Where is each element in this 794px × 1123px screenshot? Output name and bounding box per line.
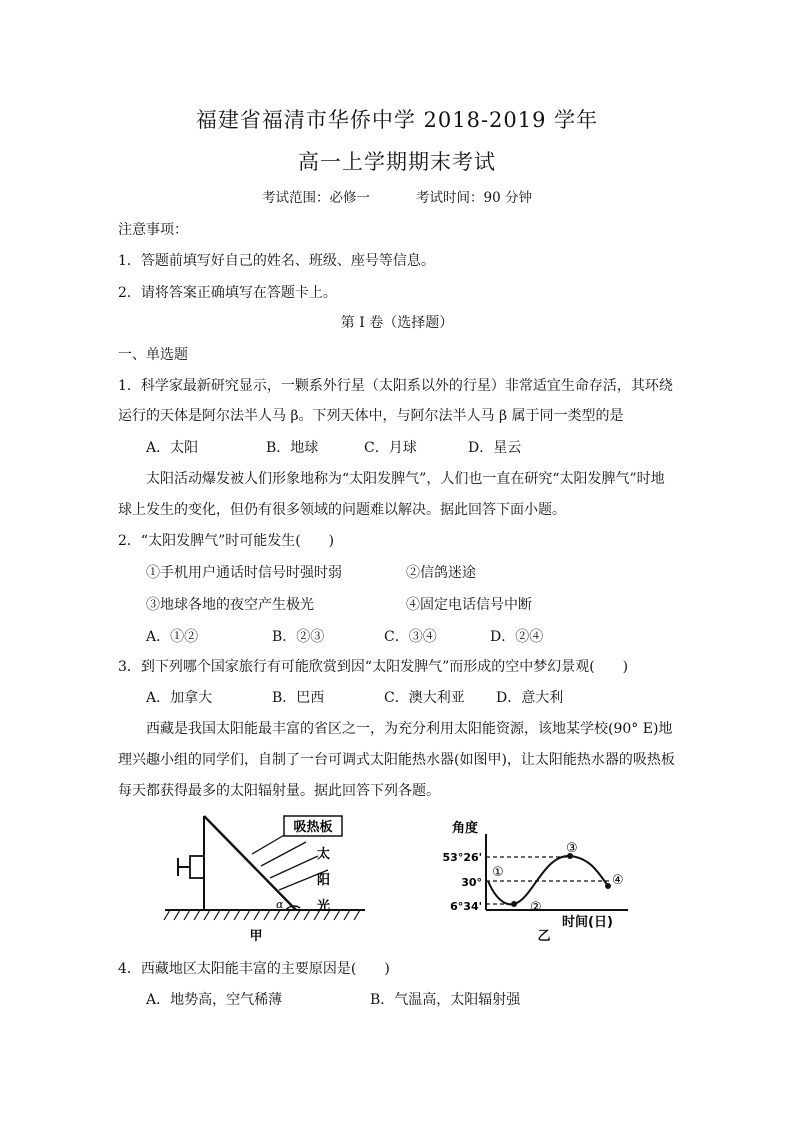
figure-a-caption: 甲 <box>249 929 263 944</box>
q2-item: ④固定电话信号中断 <box>406 597 532 613</box>
sun-char: 太 <box>317 847 331 862</box>
y-tick-label: 53°26' <box>442 851 482 864</box>
q4-option-a: A．地势高，空气稀薄 <box>146 992 283 1008</box>
notes-heading: 注意事项： <box>118 222 188 238</box>
section-title: 第 I 卷（选择题） <box>340 315 454 331</box>
sun-char: 阳 <box>317 873 331 888</box>
q1-stem-line: 1．科学家最新研究显示，一颗系外行星（太阳系以外的行星）非常适宜生命存活，其环绕 <box>118 378 673 394</box>
ground-hatching <box>164 910 360 920</box>
curve-point <box>605 883 611 889</box>
q3-option-c: C．澳大利亚 <box>384 690 465 706</box>
x-axis-label: 时间(日) <box>562 915 613 930</box>
q2-item: ②信鸽迷途 <box>406 565 476 581</box>
figure-solar-heater <box>160 812 380 947</box>
passage-line: 每天都获得最多的太阳辐射量。据此回答下列各题。 <box>118 783 440 799</box>
q2-option-a: A．①② <box>146 629 199 645</box>
curve-marker: ④ <box>612 873 624 888</box>
y-axis-label: 角度 <box>452 821 479 836</box>
y-tick-label: 30° <box>461 876 482 889</box>
figure-b-caption: 乙 <box>537 929 551 942</box>
q1-option-a: A．太阳 <box>146 440 199 456</box>
board-label: 吸热板 <box>293 820 333 835</box>
q1-stem-line: 运行的天体是阿尔法半人马 β。下列天体中，与阿尔法半人马 β 属于同一类型的是 <box>118 408 624 424</box>
note-item: 2．请将答案正确填写在答题卡上。 <box>118 285 337 301</box>
curve-marker: ① <box>492 865 504 880</box>
passage-line: 西藏是我国太阳能最丰富的省区之一，为充分利用太阳能资源，该地某学校(90° E)地 <box>146 721 673 737</box>
absorber-board <box>204 816 296 910</box>
q2-item: ③地球各地的夜空产生极光 <box>146 597 314 613</box>
passage-line: 理兴趣小组的同学们，自制了一台可调式太阳能热水器(如图甲)，让太阳能热水器的吸热板 <box>118 752 675 768</box>
figure-angle-chart <box>432 814 652 942</box>
exam-subtitle: 高一上学期期末考试 <box>298 150 496 174</box>
q1-option-b: B．地球 <box>266 440 319 456</box>
angle-curve <box>488 856 608 904</box>
q2-item: ①手机用户通话时信号时强时弱 <box>146 565 342 581</box>
curve-point <box>511 901 517 907</box>
q2-option-b: B．②③ <box>272 629 325 645</box>
curve-marker: ② <box>530 900 542 915</box>
q3-option-a: A．加拿大 <box>146 690 213 706</box>
sun-char: 光 <box>317 899 331 914</box>
q2-option-d: D．②④ <box>490 629 544 645</box>
exam-time: 考试时间：90 分钟 <box>416 190 532 206</box>
y-tick-label: 6°34' <box>450 900 482 913</box>
q3-option-b: B．巴西 <box>272 690 325 706</box>
q3-option-d: D．意大利 <box>496 690 564 706</box>
exam-title: 福建省福清市华侨中学 2018-2019 学年 <box>195 108 599 132</box>
q1-option-c: C．月球 <box>364 440 417 456</box>
q4-option-b: B．气温高，太阳辐射强 <box>370 992 521 1008</box>
q2-option-c: C．③④ <box>384 629 437 645</box>
note-item: 1．答题前填写好自己的姓名、班级、座号等信息。 <box>118 253 435 269</box>
alpha-label: α <box>276 898 284 911</box>
curve-marker: ③ <box>566 841 578 856</box>
exam-scope: 考试范围：必修一 <box>262 190 370 206</box>
part-heading: 一、单选题 <box>118 347 188 363</box>
passage-line: 球上发生的变化，但仍有很多领域的问题难以解决。据此回答下面小题。 <box>118 502 566 518</box>
q3-stem: 3．到下列哪个国家旅行有可能欣赏到因“太阳发脾气”而形成的空中梦幻景观( ) <box>118 659 629 675</box>
q1-option-d: D．星云 <box>468 440 522 456</box>
q2-stem: 2．“太阳发脾气”时可能发生( ) <box>118 533 335 549</box>
q4-stem: 4．西藏地区太阳能丰富的主要原因是( ) <box>118 961 390 977</box>
passage-line: 太阳活动爆发被人们形象地称为“太阳发脾气”，人们也一直在研究“太阳发脾气”时地 <box>146 471 665 487</box>
tap-icon <box>190 856 204 878</box>
reference-lines <box>486 857 612 904</box>
exam-info <box>0 186 794 206</box>
